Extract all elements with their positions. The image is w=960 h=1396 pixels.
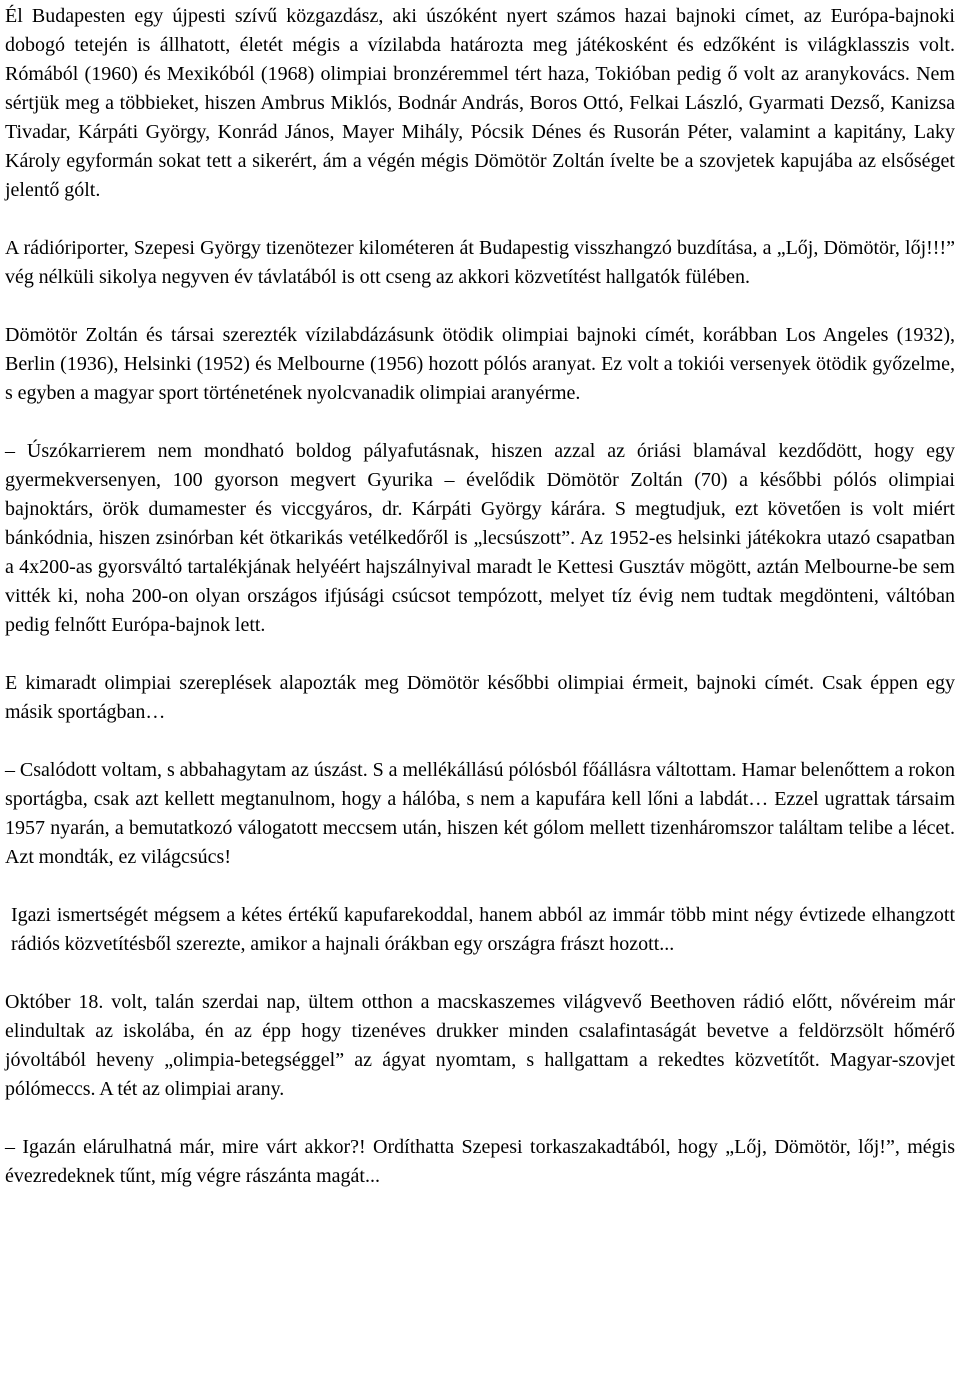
paragraph-domotor-intro-part2: Nem sértjük meg a többieket, hiszen Ambrus Miklós, Bodnár András, Boros Ottó, Felkai László, Gyarmati Dezső, Kanizsa Tivadar, Kárpáti György, Konrád János, Mayer Mihály, Pócsik Dénes és Rusorán Péter, valamint a kapitány, Laky Károly egyformán sokat tett a sikerért, ám a végén mégis Dömötör Zoltán ívelte be a szovjetek kapujába az elsőséget jelentő gólt. bbox=[5, 63, 955, 201]
paragraph-domotor-intro bbox=[5, 2, 955, 205]
paragraph-swimming-career: – Úszókarrierem nem mondható boldog pályafutásnak, hiszen azzal az óriási blamával kezdődött, hogy egy gyermekversenyen, 100 gyorson megvert Gyurika – évelődik Dömötör Zoltán (70) a későbbi pólós olimpiai bajnoktárs, örök dumamester és viccgyáros, dr. Kárpáti György kárára. S megtudjuk, ezt követően is volt miért bánkódnia, hiszen zsinórban két ötkarikás vetélkedőről is „lecsúszott”. Az 1952-es helsinki játékokra utazó csapatban a 4x200-as gyorsváltó tartalékjának helyéért hajszálnyival maradt le Kettesi Gusztáv mögött, aztán Melbourne-be sem vitték ki, noha 200-on olyan országos ifjúsági csúcsot tempózott, melyet tíz évig nem tudtak megdönteni, váltóban pedig felnőtt Európa-bajnok lett. bbox=[5, 440, 955, 636]
paragraph-domotor-intro-part1: Él Budapesten egy újpesti szívű közgazdász, aki úszóként nyert számos hazai bajnoki címet, az Európa-bajnoki dobogó tetején is állhatott, életét mégis a vízilabda határozta meg játékosként és edzőként is világklasszis volt. Rómából (1960) és Mexikóból (1968) olimpiai bronzéremmel tért haza, Tokióban pedig ő volt az aranykovács. bbox=[5, 5, 955, 85]
paragraph-radio-reporter: A rádióriporter, Szepesi György tizenötezer kilométeren át Budapestig visszhangzó buzdítása, a „Lőj, Dömötör, lőj!!!” vég nélküli sikolya negyven év távlatából is ott cseng az akkori közvetítést hallgatók fülében. bbox=[5, 237, 955, 288]
paragraph-real-fame: Igazi ismertségét mégsem a kétes értékű kapufarekoddal, hanem abból az immár több mint négy évtizede elhangzott rádiós közvetítésből szerezte, amikor a hajnali órákban egy országra frászt hozott... bbox=[11, 904, 955, 955]
paragraph-switch-to-waterpolo: – Csalódott voltam, s abbahagytam az úszást. S a mellékállású pólósból főállásra váltottam. Hamar belenőttem a rokon sportágba, csak azt kellett megtanulnom, hogy a hálóba, s nem a kapufára kell lőni a labdát… Ezzel ugrattak társaim 1957 nyarán, a bemutatkozó válogatott meccsem után, hiszen két gólom mellett tizenháromszor találtam telibe a lécet. Azt mondták, ez világcsúcs! bbox=[5, 759, 955, 868]
paragraph-what-were-you-waiting-for: – Igazán elárulhatná már, mire várt akkor?! Ordíthatta Szepesi torkaszakadtából, hogy „Lőj, Dömötör, lőj!”, mégis évezredeknek tűnt, míg végre rászánta magát... bbox=[5, 1136, 955, 1187]
paragraph-missed-olympics: E kimaradt olimpiai szereplések alapozták meg Dömötör későbbi olimpiai érmeit, bajnoki címét. Csak éppen egy másik sportágban… bbox=[5, 672, 955, 723]
paragraph-october-18: Október 18. volt, talán szerdai nap, ültem otthon a macskaszemes világvevő Beethoven rádió előtt, nővéreim már elindultak az iskolába, én az épp hogy tizenéves drukker minden csalafintaságát bevetve a feldörzsölt hőmérő jóvoltából heveny „olimpia-betegséggel” az ágyat nyomtam, s hallgattam a rekedtes közvetítőt. Magyar-szovjet pólómeccs. A tét az olimpiai arany. bbox=[5, 991, 955, 1100]
paragraph-fifth-olympic-title: Dömötör Zoltán és társai szerezték vízilabdázásunk ötödik olimpiai bajnoki címét, korábban Los Angeles (1932), Berlin (1936), Helsinki (1952) és Melbourne (1956) hozott pólós aranyat. Ez volt a tokiói versenyek ötödik győzelme, s egyben a magyar sport történetének nyolcvanadik olimpiai aranyérme. bbox=[5, 324, 955, 404]
